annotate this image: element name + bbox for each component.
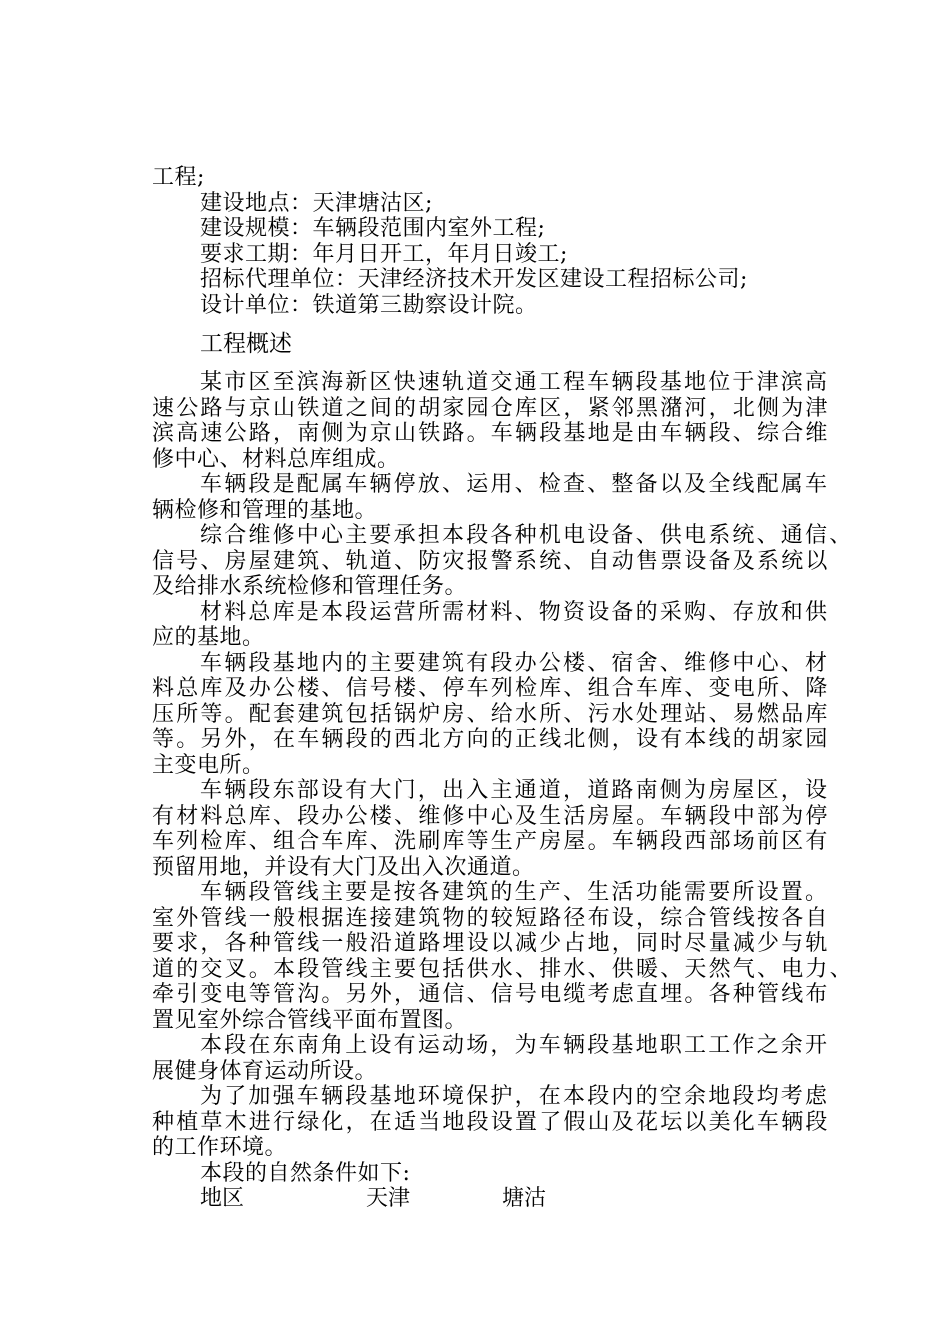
table-cell-city: 天津 [366,1186,411,1211]
paragraph [152,1033,842,1084]
paragraph-line: 车辆段基地内的主要建筑有段办公楼、宿舍、维修中心、材 [200,650,830,676]
paragraph-line: 修中心、材料总库组成。 [152,446,400,472]
schedule-line: 要求工期：年月日开工，年月日竣工; [200,241,568,267]
paragraph-line: 应的基地。 [152,625,265,650]
paragraph-line: 辆检修和管理的基地。 [152,497,378,523]
paragraph [152,523,854,600]
paragraph [152,472,842,523]
paragraph [152,651,842,779]
paragraph-line: 车列检库、组合车库、洗刷库等生产房屋。车辆段西部场前区有 [152,829,830,854]
paragraph-line: 室外管线一般根据连接建筑物的较短路径布设，综合管线按各自 [152,905,830,931]
paragraph-line: 展健身体育运动所设。 [152,1058,378,1084]
paragraph [152,1084,842,1161]
text-line: 工程; [152,165,205,190]
document-body [152,165,854,1212]
section-heading: 工程概述 [200,331,292,357]
paragraph-line: 及给排水系统检修和管理任务。 [152,574,468,599]
paragraph-line: 信号、房屋建筑、轨道、防灾报警系统、自动售票设备及系统以 [152,548,830,574]
paragraph-line: 滨高速公路，南侧为京山铁路。车辆段基地是由车辆段、综合维 [152,421,830,446]
table-cell-region-label: 地区 [200,1186,245,1211]
construction-location-line: 建设地点：天津塘沽区; [200,190,433,216]
paragraph-line: 的工作环境。 [152,1135,288,1160]
paragraph-line: 某市区至滨海新区快速轨道交通工程车辆段基地位于津滨高 [200,370,830,395]
paragraph-line: 种植草木进行绿化，在适当地段设置了假山及花坛以美化车辆段 [152,1109,830,1135]
table-cell-district: 塘沽 [502,1186,547,1211]
natural-conditions-intro: 本段的自然条件如下: [200,1160,411,1186]
paragraph-line: 预留用地，并设有大门及出入次通道。 [152,854,535,880]
paragraph-line: 料总库及办公楼、信号楼、停车列检库、组合车库、变电所、降 [152,676,830,701]
paragraph-line: 主变电所。 [152,752,265,778]
paragraph-line: 车辆段是配属车辆停放、运用、检查、整备以及全线配属车 [200,472,830,497]
design-unit-line: 设计单位：铁道第三勘察设计院。 [200,292,538,318]
conditions-table-row [152,1186,842,1212]
bidding-agent-line: 招标代理单位：天津经济技术开发区建设工程招标公司; [200,267,748,292]
paragraph-line: 置见室外综合管线平面布置图。 [152,1007,468,1033]
paragraph-line: 压所等。配套建筑包括锅炉房、给水所、污水处理站、易燃品库 [152,701,830,727]
paragraph-line: 综合维修中心主要承担本段各种机电设备、供电系统、通信、 [200,523,854,548]
paragraph-line: 速公路与京山铁道之间的胡家园仓库区，紧邻黑潴河，北侧为津 [152,395,830,421]
paragraph-line: 要求，各种管线一般沿道路埋设以减少占地，同时尽量减少与轨 [152,931,830,956]
paragraph [152,778,842,880]
paragraph [152,880,854,1033]
paragraph-line: 道的交叉。本段管线主要包括供水、排水、供暖、天然气、电力、 [152,956,854,982]
paragraph-line: 本段在东南角上设有运动场，为车辆段基地职工工作之余开 [200,1033,830,1058]
paragraph-line: 车辆段管线主要是按各建筑的生产、生活功能需要所设置。 [200,880,830,905]
paragraph-line: 车辆段东部设有大门，出入主通道，道路南侧为房屋区，设 [200,778,830,803]
paragraph [152,370,842,472]
paragraph-line: 有材料总库、段办公楼、维修中心及生活房屋。车辆段中部为停 [152,803,830,829]
construction-scale-line: 建设规模：车辆段范围内室外工程; [200,216,546,241]
paragraph-line: 材料总库是本段运营所需材料、物资设备的采购、存放和供 [200,599,830,625]
paragraph-line: 等。另外，在车辆段的西北方向的正线北侧，设有本线的胡家园 [152,727,830,752]
paragraph-line: 为了加强车辆段基地环境保护，在本段内的空余地段均考虑 [200,1084,830,1109]
paragraph [152,600,842,651]
paragraph-line: 牵引变电等管沟。另外，通信、信号电缆考虑直埋。各种管线布 [152,982,830,1007]
